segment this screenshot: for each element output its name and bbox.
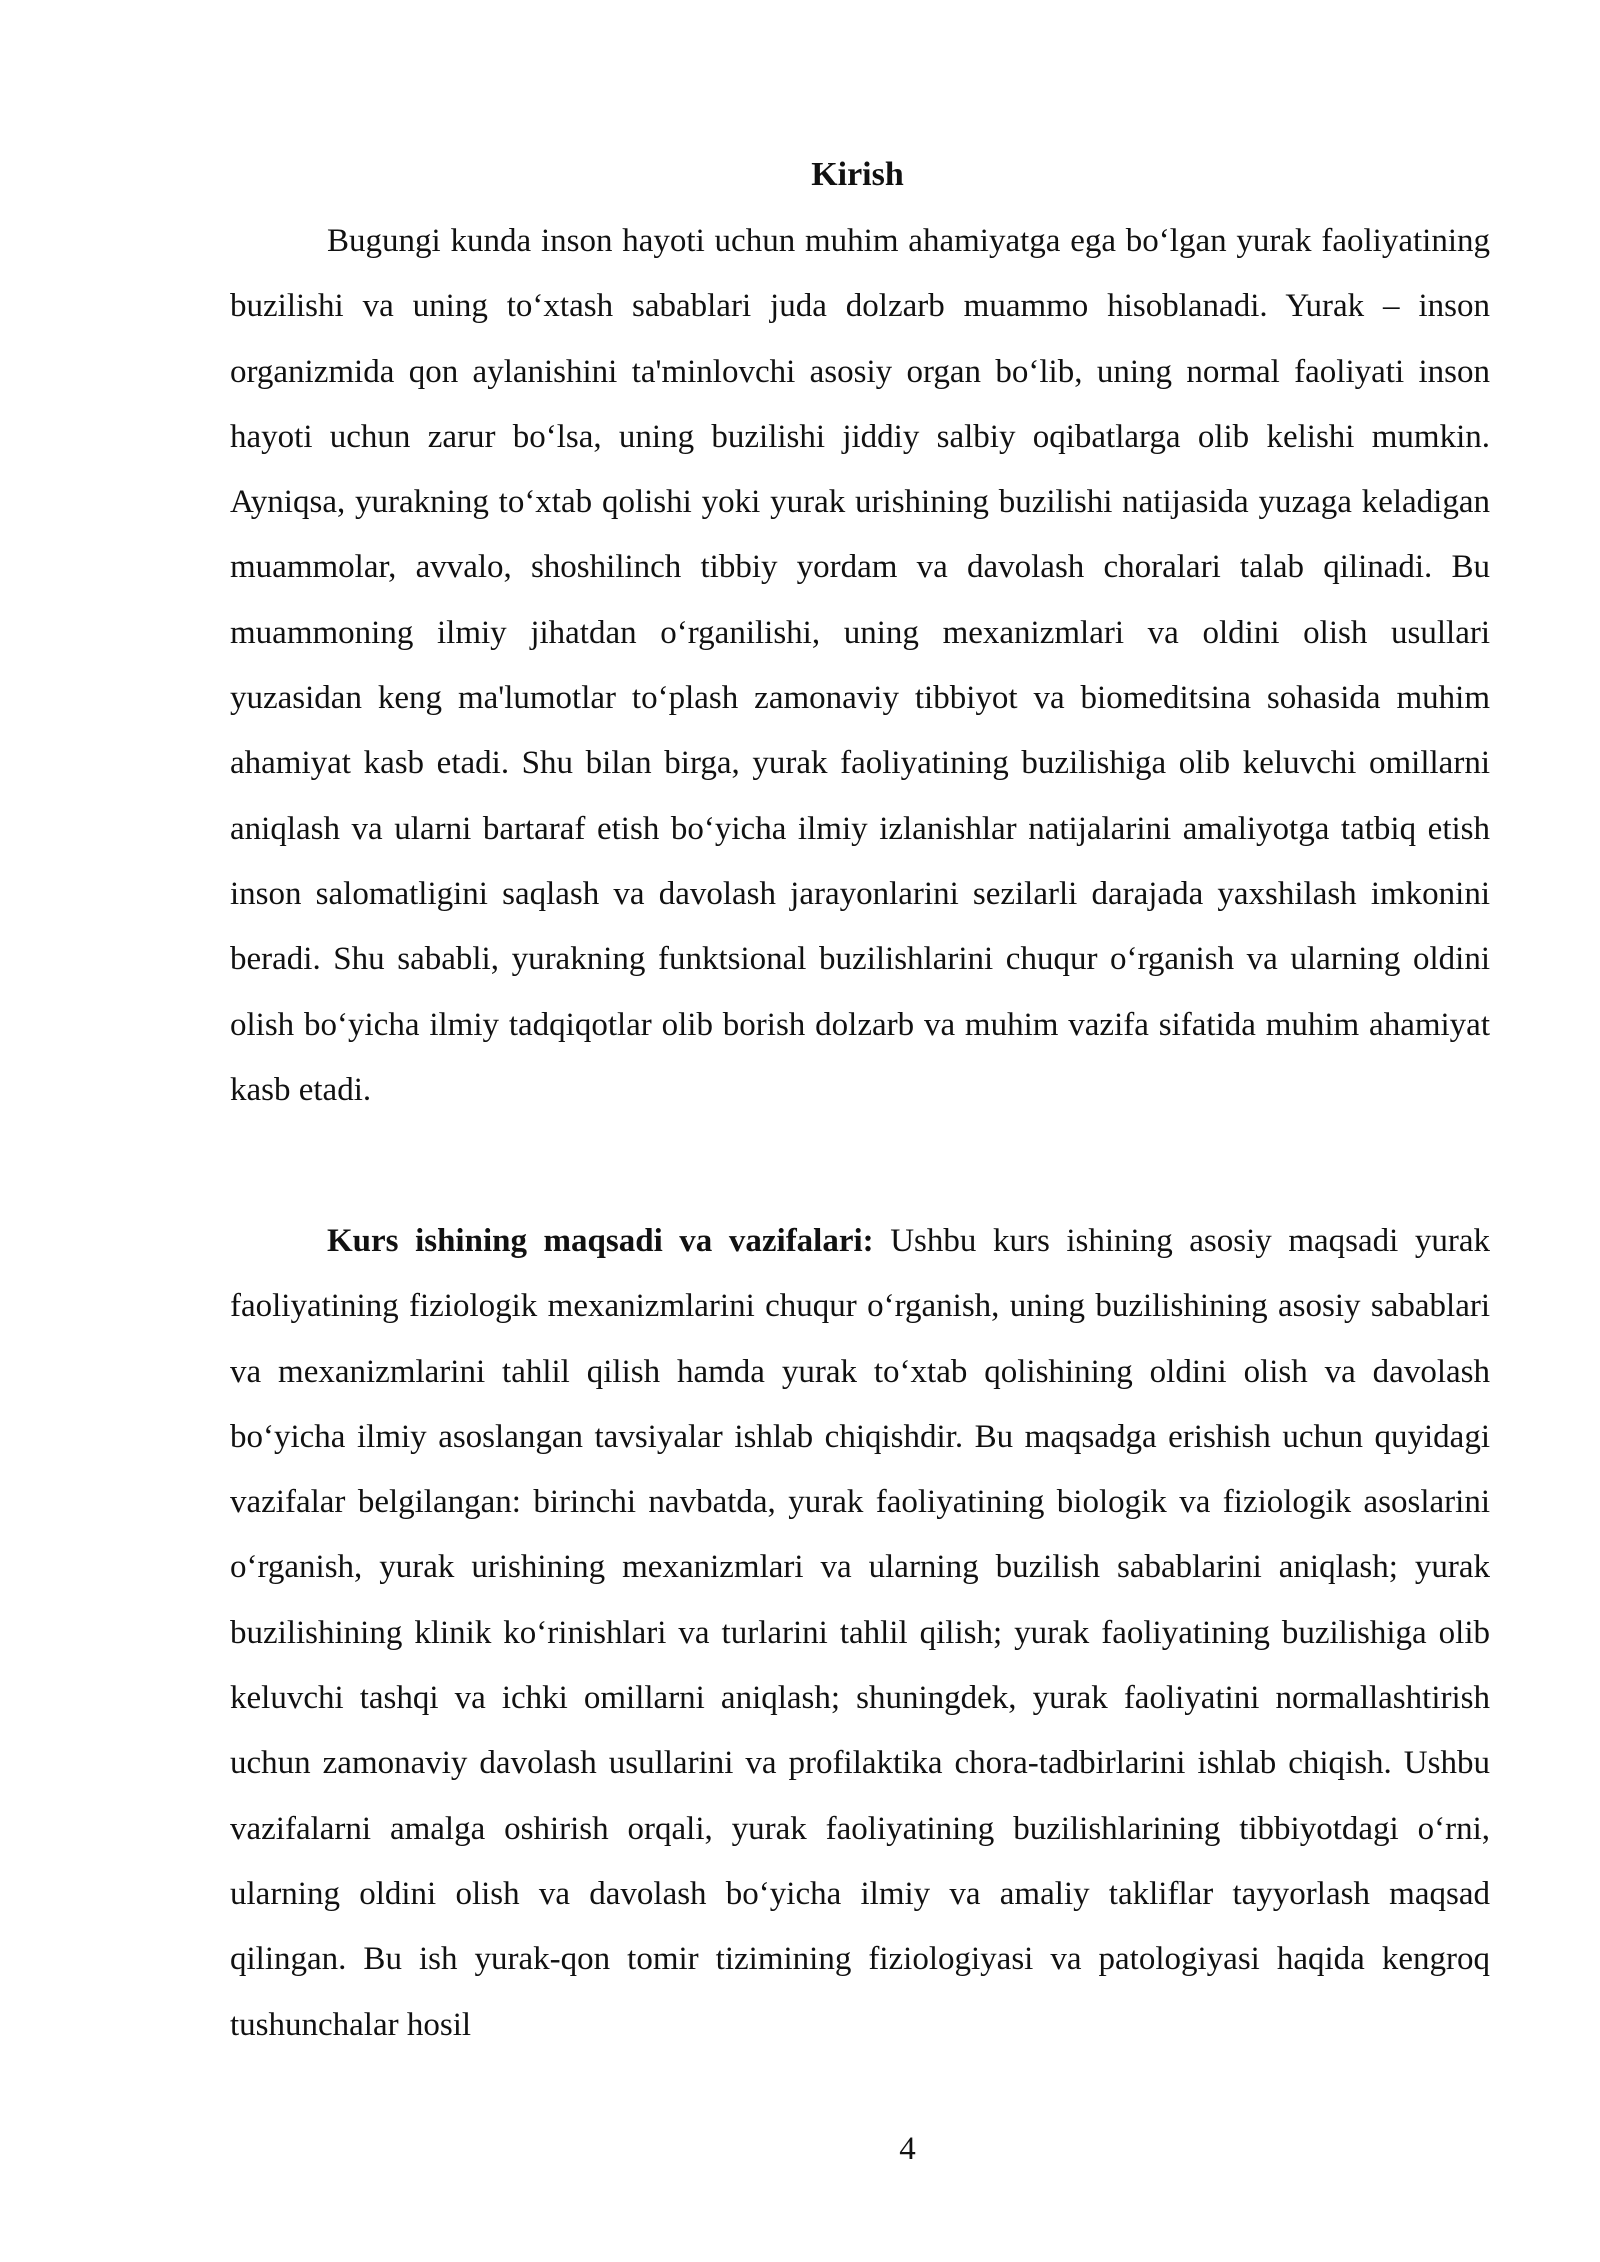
goals-paragraph <box>230 1209 1490 2058</box>
goals-lead-heading: Kurs ishining maqsadi va vazifalari: <box>327 1223 874 1259</box>
intro-paragraph: Bugungi kunda inson hayoti uchun muhim ahamiyatga ega bo‘lgan yurak faoliyatining buzilishi va uning to‘xtash sabablari juda dolzarb muammo hisoblanadi. Yurak – inson organizmida qon aylanishini ta'minlovchi asosiy organ bo‘lib, uning normal faoliyati inson hayoti uchun zarur bo‘lsa, uning buzilishi jiddiy salbiy oqibatlarga olib kelishi mumkin. Ayniqsa, yurakning to‘xtab qolishi yoki yurak urishining buzilishi natijasida yuzaga keladigan muammolar, avvalo, shoshilinch tibbiy yordam va davolash choralari talab qilinadi. Bu muammoning ilmiy jihatdan o‘rganilishi, uning mexanizmlari va oldini olish usullari yuzasidan keng ma'lumotlar to‘plash zamonaviy tibbiyot va biomeditsina sohasida muhim ahamiyat kasb etadi. Shu bilan birga, yurak faoliyatining buzilishiga olib keluvchi omillarni aniqlash va ularni bartaraf etish bo‘yicha ilmiy izlanishlar natijalarini amaliyotga tatbiq etish inson salomatligini saqlash va davolash jarayonlarini sezilarli darajada yaxshilash imkonini beradi. Shu sababli, yurakning funktsional buzilishlarini chuqur o‘rganish va ularning oldini olish bo‘yicha ilmiy tadqiqotlar olib borish dolzarb va muhim vazifa sifatida muhim ahamiyat kasb etadi. <box>230 223 1490 1108</box>
goals-paragraph-text: Ushbu kurs ishining asosiy maqsadi yurak faoliyatining fiziologik mexanizmlarini chuqur o‘rganish, uning buzilishining asosiy sabablari va mexanizmlarini tahlil qilish hamda yurak to‘xtab qolishining oldini olish va davolash bo‘yicha ilmiy asoslangan tavsiyalar ishlab chiqishdir. Bu maqsadga erishish uchun quyidagi vazifalar belgilangan: birinchi navbatda, yurak faoliyatining biologik va fiziologik asoslarini o‘rganish, yurak urishining mexanizmlari va ularning buzilish sabablarini aniqlash; yurak buzilishining klinik ko‘rinishlari va turlarini tahlil qilish; yurak faoliyatining buzilishiga olib keluvchi tashqi va ichki omillarni aniqlash; shuningdek, yurak faoliyatini normallashtirish uchun zamonaviy davolash usullarini va profilaktika chora-tadbirlarini ishlab chiqish. Ushbu vazifalarni amalga oshirish orqali, yurak faoliyatining buzilishlarining tibbiyotdagi o‘rni, ularning oldini olish va davolash bo‘yicha ilmiy va amaliy takliflar tayyorlash maqsad qilingan. Bu ish yurak-qon tomir tizimining fiziologiyasi va patologiyasi haqida kengroq tushunchalar hosil <box>230 1223 1490 2043</box>
page-number: 4 <box>899 2131 916 2167</box>
section-title: Kirish <box>811 156 904 193</box>
